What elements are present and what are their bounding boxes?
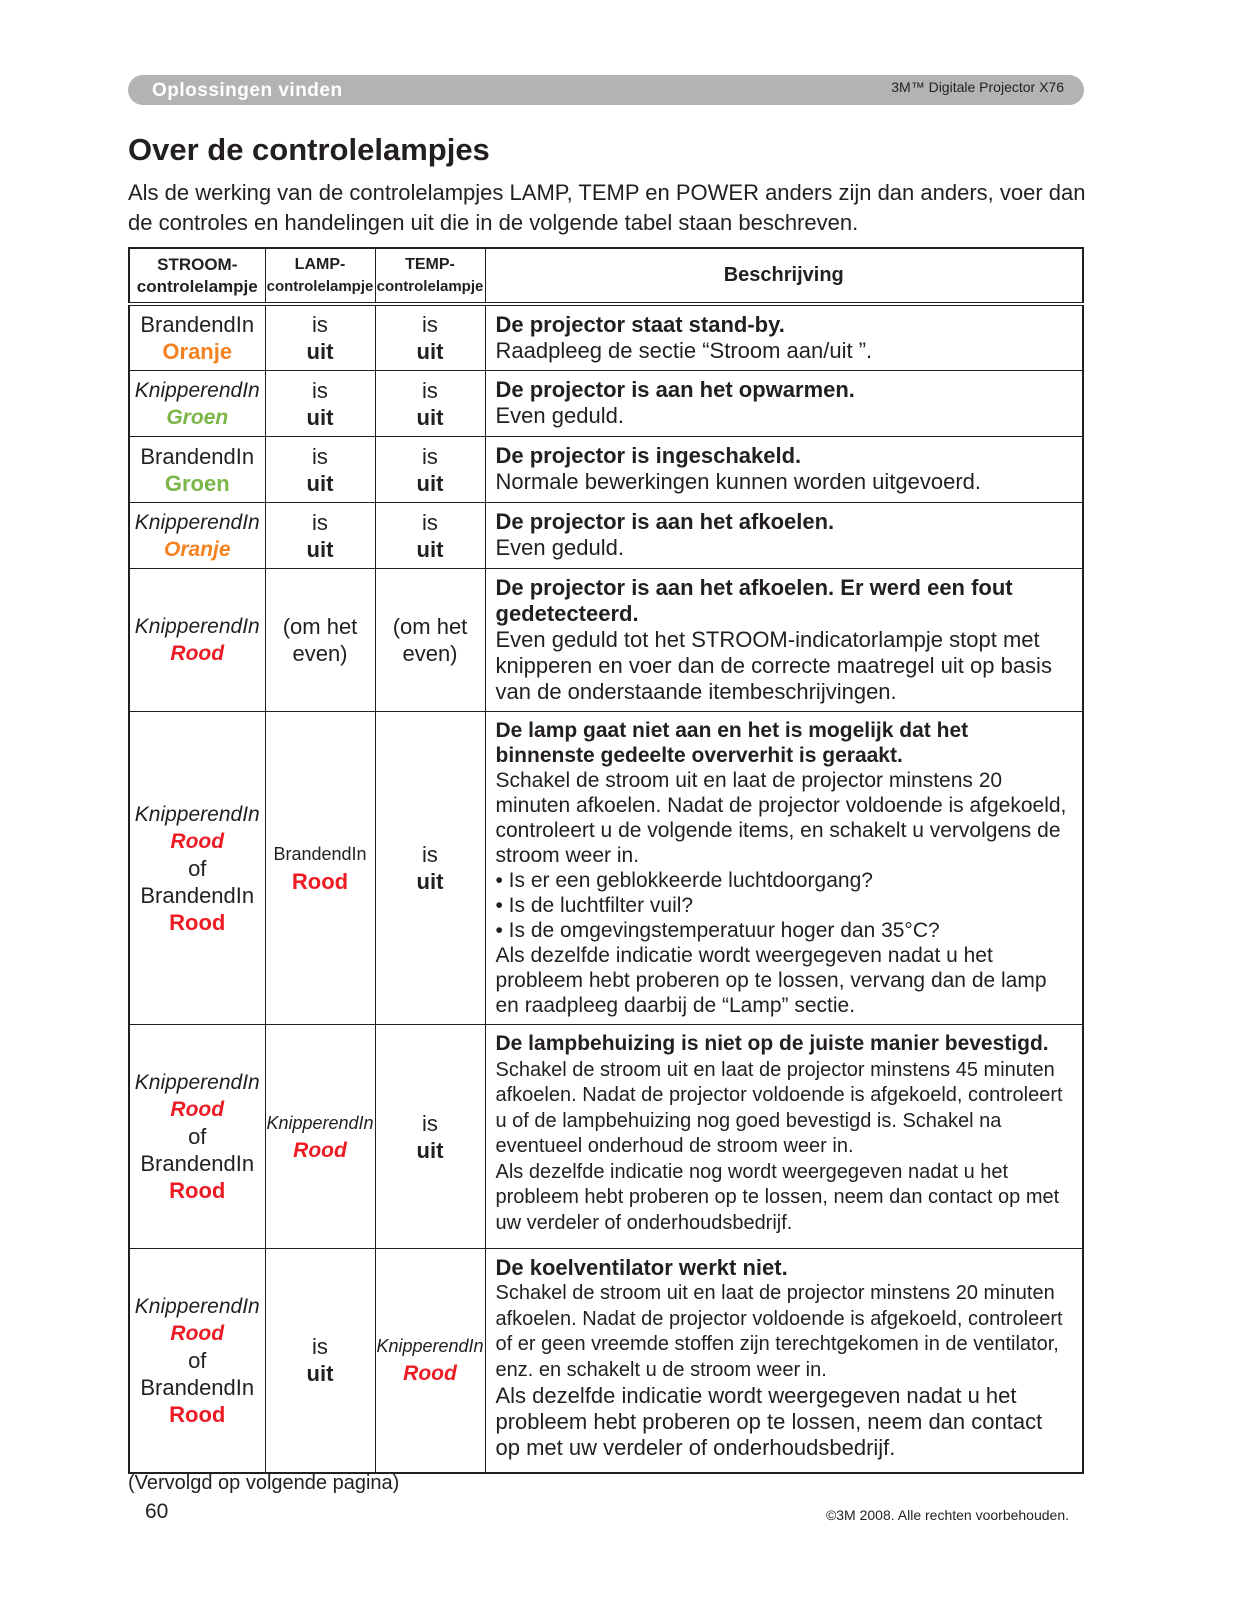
temp-cell: is uit — [375, 503, 485, 569]
description-cell: De lampbehuizing is niet op de juiste manier bevestigd. Schakel de stroom uit en laat de projector minstens 45 minuten afkoelen. Nadat de projector voldoende is afgekoeld, controleert u of de lampbehuizing nog goed bevestigd is. Schakel na eventueel onderhoud de stroom weer in. Als dezelfde indicatie nog wordt weergegeven nadat u het probleem hebt proberen op te lossen, neem dan contact op met uw verdeler of onderhoudsbedrijf. — [485, 1025, 1083, 1249]
power-cell: KnipperendIn Rood of BrandendIn Rood — [129, 1025, 265, 1249]
header-power: STROOM- controlelampje — [129, 248, 265, 304]
product-name: 3M™ Digitale Projector X76 — [891, 79, 1064, 95]
power-cell: KnipperendIn Oranje — [129, 503, 265, 569]
table-row — [129, 1025, 1083, 1249]
description-cell: De projector staat stand-by. Raadpleeg de sectie “Stroom aan/uit ”. — [485, 304, 1083, 371]
temp-cell: is uit — [375, 371, 485, 437]
lamp-cell: is uit — [265, 437, 375, 503]
power-cell: KnipperendIn Rood of BrandendIn Rood — [129, 712, 265, 1025]
temp-cell: KnipperendIn Rood — [375, 1249, 485, 1473]
power-cell: KnipperendIn Rood of BrandendIn Rood — [129, 1249, 265, 1473]
lamp-cell: is uit — [265, 371, 375, 437]
description-cell: De projector is ingeschakeld. Normale bewerkingen kunnen worden uitgevoerd. — [485, 437, 1083, 503]
table-row — [129, 1249, 1083, 1473]
power-cell: BrandendIn Groen — [129, 437, 265, 503]
table-row — [129, 437, 1083, 503]
temp-cell: is uit — [375, 437, 485, 503]
temp-cell: is uit — [375, 304, 485, 371]
header-lamp: LAMP- controlelampje — [265, 248, 375, 304]
intro-paragraph: Als de werking van de controlelampjes LAMP, TEMP en POWER anders zijn dan anders, voer dan de controles en handelingen uit die in de volgende tabel staan beschreven. — [128, 180, 1086, 235]
page-number: 60 — [145, 1500, 169, 1523]
temp-cell: is uit — [375, 712, 485, 1025]
description-cell: De projector is aan het afkoelen. Er werd een fout gedetecteerd. Even geduld tot het STROOM-indicatorlampje stopt met knipperen en voer dan de correcte maatregel uit op basis van de onderstaande itembeschrijvingen. — [485, 569, 1083, 712]
lamp-cell: BrandendIn Rood — [265, 712, 375, 1025]
indicator-table — [128, 247, 1084, 1474]
header-description: Beschrijving — [485, 248, 1083, 304]
table-row — [129, 569, 1083, 712]
description-cell: De projector is aan het opwarmen. Even geduld. — [485, 371, 1083, 437]
table-row — [129, 503, 1083, 569]
table-header-row — [129, 248, 1083, 304]
lamp-cell: is uit — [265, 503, 375, 569]
table-row — [129, 371, 1083, 437]
description-cell: De koelventilator werkt niet. Schakel de stroom uit en laat de projector minstens 20 minuten afkoelen. Nadat de projector voldoende is afgekoeld, controleert of er geen vreemde stoffen zijn terechtgekomen in de ventilator, enz. en schakelt u de stroom weer in. Als dezelfde indicatie wordt weergegeven nadat u het probleem hebt proberen op te lossen, neem dan contact op met uw verdeler of onderhoudsbedrijf. — [485, 1249, 1083, 1473]
temp-cell: is uit — [375, 1025, 485, 1249]
lamp-cell: is uit — [265, 1249, 375, 1473]
continued-note: (Vervolgd op volgende pagina) — [128, 1472, 400, 1494]
page-title: Over de controlelampjes — [128, 132, 490, 167]
list-item: • Is de omgevingstemperatuur hoger dan 35°C? — [495, 919, 940, 942]
list-item: • Is de luchtfilter vuil? — [495, 894, 694, 917]
copyright: ©3M 2008. Alle rechten voorbehouden. — [825, 1507, 1069, 1523]
table-row — [129, 712, 1083, 1025]
table-row — [129, 304, 1083, 371]
section-title: Oplossingen vinden — [152, 80, 343, 101]
temp-cell: (om het even) — [375, 569, 485, 712]
power-cell: KnipperendIn Rood — [129, 569, 265, 712]
description-cell: De lamp gaat niet aan en het is mogelijk dat het binnenste gedeelte oververhit is geraakt. Schakel de stroom uit en laat de projector minstens 20 minuten afkoelen. Nadat de projector voldoende is afgekoeld, controleert u de volgende items, en schakelt u vervolgens de stroom weer in. • Is er een geblokkeerde luchtdoorgang? • Is de luchtfilter vuil? • Is de omgevingstemperatuur hoger dan 35°C? Als dezelfde indicatie wordt weergegeven nadat u het probleem hebt proberen op te lossen, vervang dan de lamp en raadpleeg daarbij de “Lamp” sectie. — [485, 712, 1083, 1025]
lamp-cell: is uit — [265, 304, 375, 371]
lamp-cell: KnipperendIn Rood — [265, 1025, 375, 1249]
header-temp: TEMP- controlelampje — [375, 248, 485, 304]
description-cell: De projector is aan het afkoelen. Even geduld. — [485, 503, 1083, 569]
power-cell: BrandendIn Oranje — [129, 304, 265, 371]
header-bar — [128, 75, 1084, 105]
lamp-cell: (om het even) — [265, 569, 375, 712]
list-item: • Is er een geblokkeerde luchtdoorgang? — [495, 869, 873, 892]
power-cell: KnipperendIn Groen — [129, 371, 265, 437]
